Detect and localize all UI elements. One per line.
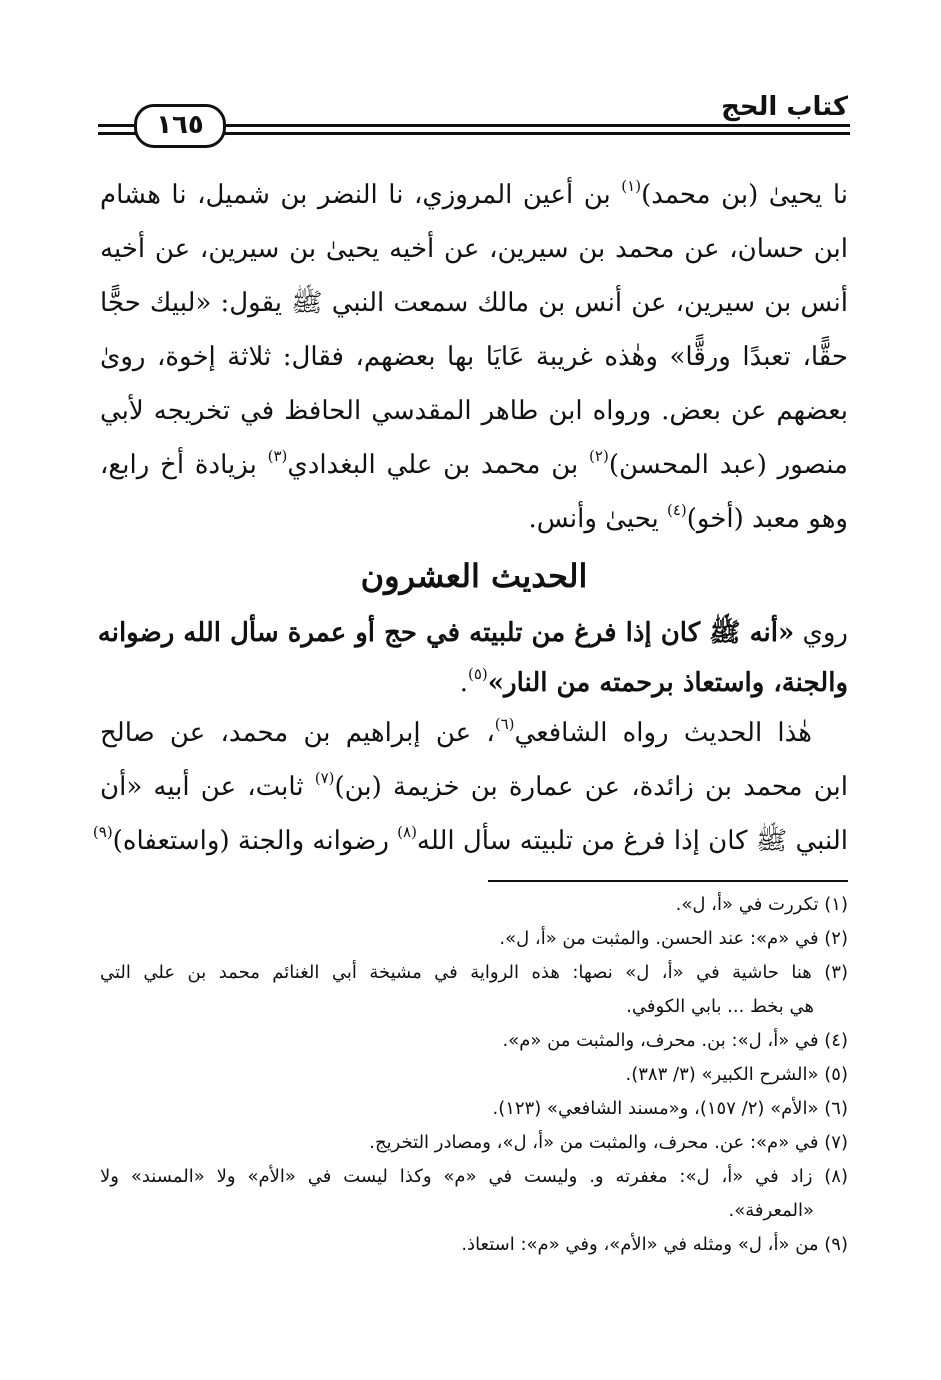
footnote-ref[interactable]: (٧) [314, 769, 335, 787]
footnote-3: (٣) هنا حاشية في «أ، ل» نصها: هذه الرواية في مشيخة أبي الغنائم محمد بن علي التي [100, 962, 848, 983]
book-title: كتاب الحج [721, 92, 848, 122]
footnote-ref[interactable]: (٤) [667, 501, 687, 519]
section-heading: الحديث العشرون [360, 557, 588, 595]
footnotes [100, 888, 848, 1262]
footnote-ref[interactable]: (٦) [494, 715, 515, 733]
text-line: بعضهم عن بعض. ورواه ابن طاهر المقدسي الحافظ في تخريجه لأبي [100, 396, 848, 426]
footnote-6: (٦) «الأم» (٢/ ١٥٧)، و«مسند الشافعي» (١٢٣). [492, 1098, 848, 1119]
text-line: منصور (عبد المحسن)$^{(٢)}$ بن محمد بن علي البغدادي$^{(٣)}$ بزيادة أخ رابع، [100, 447, 848, 480]
footnote-8: (٨) زاد في «أ، ل»: مغفرته و. وليست في «م» وكذا ليست في «الأم» ولا «المسند» ولا [100, 1166, 848, 1187]
footnote-5: (٥) «الشرح الكبير» (٣/ ٣٨٣). [625, 1064, 848, 1085]
page-number: ١٦٥ [134, 104, 226, 148]
footnote-ref[interactable]: (٩) [92, 823, 113, 841]
text-line: حقًّا، تعبدًا ورقًّا» وهٰذه غريبة عَايَا بها بعضهم، فقال: ثلاثة إخوة، روىٰ [100, 342, 848, 372]
intro-paragraph [100, 168, 848, 546]
footnote-ref[interactable]: (١) [621, 177, 642, 195]
footnote-4: (٤) في «أ، ل»: بن. محرف، والمثبت من «م». [502, 1030, 848, 1051]
text-line: وهو معبد (أخو)$^{(٤)}$ يحيىٰ وأنس. [528, 501, 848, 534]
footnote-8-continued: «المعرفة». [728, 1200, 814, 1221]
footnote-ref[interactable]: (٨) [397, 823, 417, 841]
footnote-separator [488, 880, 848, 882]
footnote-ref[interactable]: (٥) [467, 665, 488, 683]
footnote-3-continued: هي بخط ... بابي الكوفي. [626, 996, 814, 1017]
footnote-7: (٧) في «م»: عن. محرف، والمثبت من «أ، ل»، ومصادر التخريج. [369, 1132, 848, 1153]
text-line: روي «أنه ﷺ كان إذا فرغ من تلبيته في حج أو عمرة سأل الله رضوانه [97, 618, 848, 648]
text-line: ابن حسان، عن محمد بن سيرين، عن أخيه يحيىٰ بن سيرين، عن أخيه [100, 234, 848, 264]
hadith-text [97, 608, 848, 708]
footnote-9: (٩) من «أ، ل» ومثله في «الأم»، وفي «م»: استعاذ. [461, 1234, 848, 1255]
commentary-paragraph [92, 706, 848, 868]
footnote-2: (٢) في «م»: عند الحسن. والمثبت من «أ، ل». [499, 928, 848, 949]
text-line: هٰذا الحديث رواه الشافعي$^{(٦)}$، عن إبراهيم بن محمد، عن صالح [100, 715, 812, 748]
text-line: النبي ﷺ كان إذا فرغ من تلبيته سأل الله$^{(٨)}$ رضوانه والجنة (واستعفاه)$^{(٩)}$ [92, 823, 848, 856]
page-header [98, 92, 850, 144]
footnote-ref[interactable]: (٢) [589, 447, 609, 465]
text-line: نا يحيىٰ (بن محمد)$^{(١)}$ بن أعين المروزي، نا النضر بن شميل، نا هشام [100, 177, 848, 210]
footnote-1: (١) تكررت في «أ، ل». [675, 894, 848, 915]
text-line: والجنة، واستعاذ برحمته من النار»$^{(٥)}$. [459, 665, 848, 698]
footnote-ref[interactable]: (٣) [267, 447, 288, 465]
text-line: ابن محمد بن زائدة، عن عمارة بن خزيمة (بن)$^{(٧)}$ ثابت، عن أبيه «أن [100, 769, 848, 802]
text-line: أنس بن سيرين، عن أنس بن مالك سمعت النبي ﷺ يقول: «لبيك حجًّا [100, 288, 848, 318]
